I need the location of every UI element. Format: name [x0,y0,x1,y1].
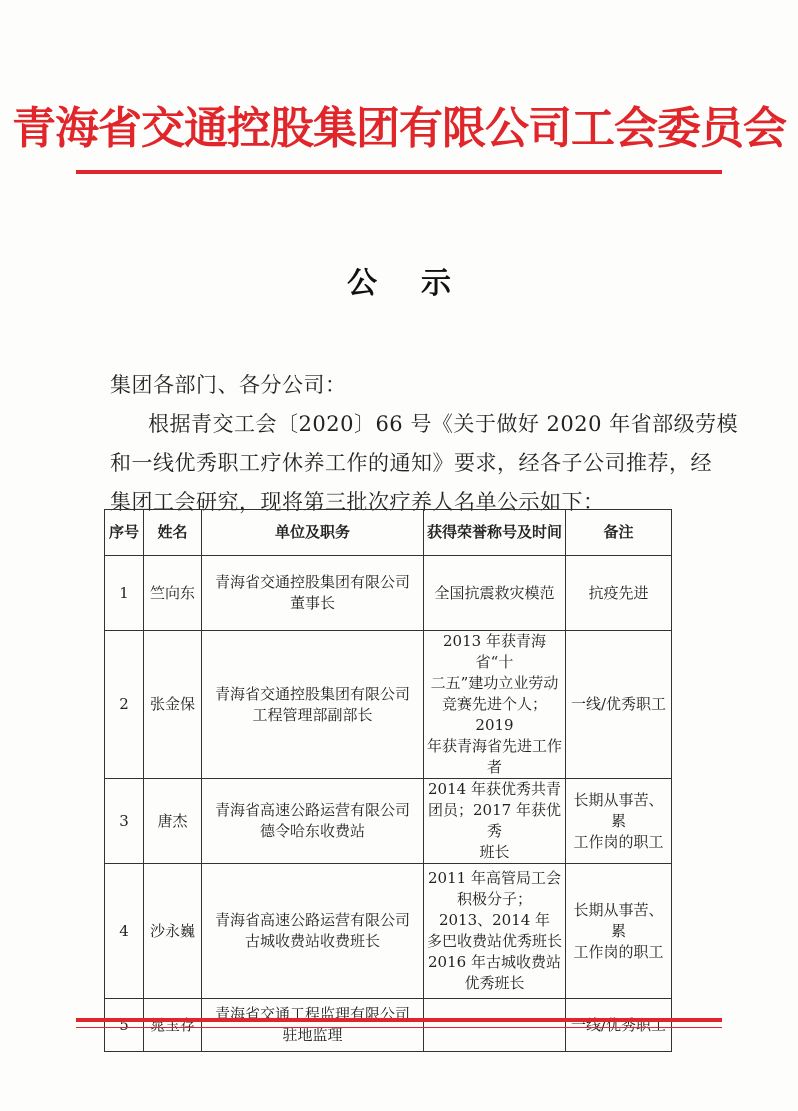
body-line-2: 和一线优秀职工疗休养工作的通知》要求，经各子公司推荐，经 [110,451,712,475]
row-unit: 青海省高速公路运营有限公司 古城收费站收费班长 [202,864,424,999]
table-row [105,631,672,779]
row-no: 3 [105,779,144,864]
salutation: 集团各部门、各分公司： [110,373,347,397]
header-unit: 单位及职务 [202,510,424,556]
table-row [105,999,672,1052]
row-honors [424,999,566,1052]
row-note: 一线/优秀职工 [566,999,672,1052]
letterhead-title: 青海省交通控股集团有限公司工会委员会 [12,103,786,154]
table-row [105,864,672,999]
header-honors: 获得荣誉称号及时间 [424,510,566,556]
body-line-3: 集团工会研究，现将第三批次疗养人名单公示如下： [110,490,605,514]
row-honors: 全国抗震救灾模范 [424,556,566,631]
row-note: 长期从事苦、累 工作岗的职工 [566,864,672,999]
row-name: 竺向东 [144,556,202,631]
table-row [105,779,672,864]
row-note: 长期从事苦、累 工作岗的职工 [566,779,672,864]
recuperation-roster-table [104,509,672,1052]
row-name: 晁玉存 [144,999,202,1052]
letterhead-rule [76,170,722,174]
table-row [105,556,672,631]
table-header-row [105,510,672,556]
row-unit: 青海省交通工程监理有限公司 驻地监理 [202,999,424,1052]
row-honors: 2011 年高管局工会 积极分子； 2013、2014 年 多巴收费站优秀班长 2016 年古城收费站 优秀班长 [424,864,566,999]
footer-rule-top [76,1018,722,1022]
row-name: 张金保 [144,631,202,779]
row-note: 抗疫先进 [566,556,672,631]
row-unit: 青海省高速公路运营有限公司 德令哈东收费站 [202,779,424,864]
body-line-1: 根据青交工会〔2020〕66 号《关于做好 2020 年省部级劳模 [148,412,739,436]
row-unit: 青海省交通控股集团有限公司 董事长 [202,556,424,631]
row-name: 唐杰 [144,779,202,864]
footer-rule-bottom [76,1027,722,1028]
row-no: 5 [105,999,144,1052]
document-title: 公示 [347,266,495,301]
row-unit: 青海省交通控股集团有限公司 工程管理部副部长 [202,631,424,779]
row-no: 4 [105,864,144,999]
row-honors: 2013 年获青海省“十 二五”建功立业劳动 竞赛先进个人；2019 年获青海省先进工作 者 [424,631,566,779]
row-note: 一线/优秀职工 [566,631,672,779]
row-honors: 2014 年获优秀共青 团员；2017 年获优秀 班长 [424,779,566,864]
header-no: 序号 [105,510,144,556]
header-note: 备注 [566,510,672,556]
header-name: 姓名 [144,510,202,556]
row-name: 沙永巍 [144,864,202,999]
row-no: 1 [105,556,144,631]
row-no: 2 [105,631,144,779]
